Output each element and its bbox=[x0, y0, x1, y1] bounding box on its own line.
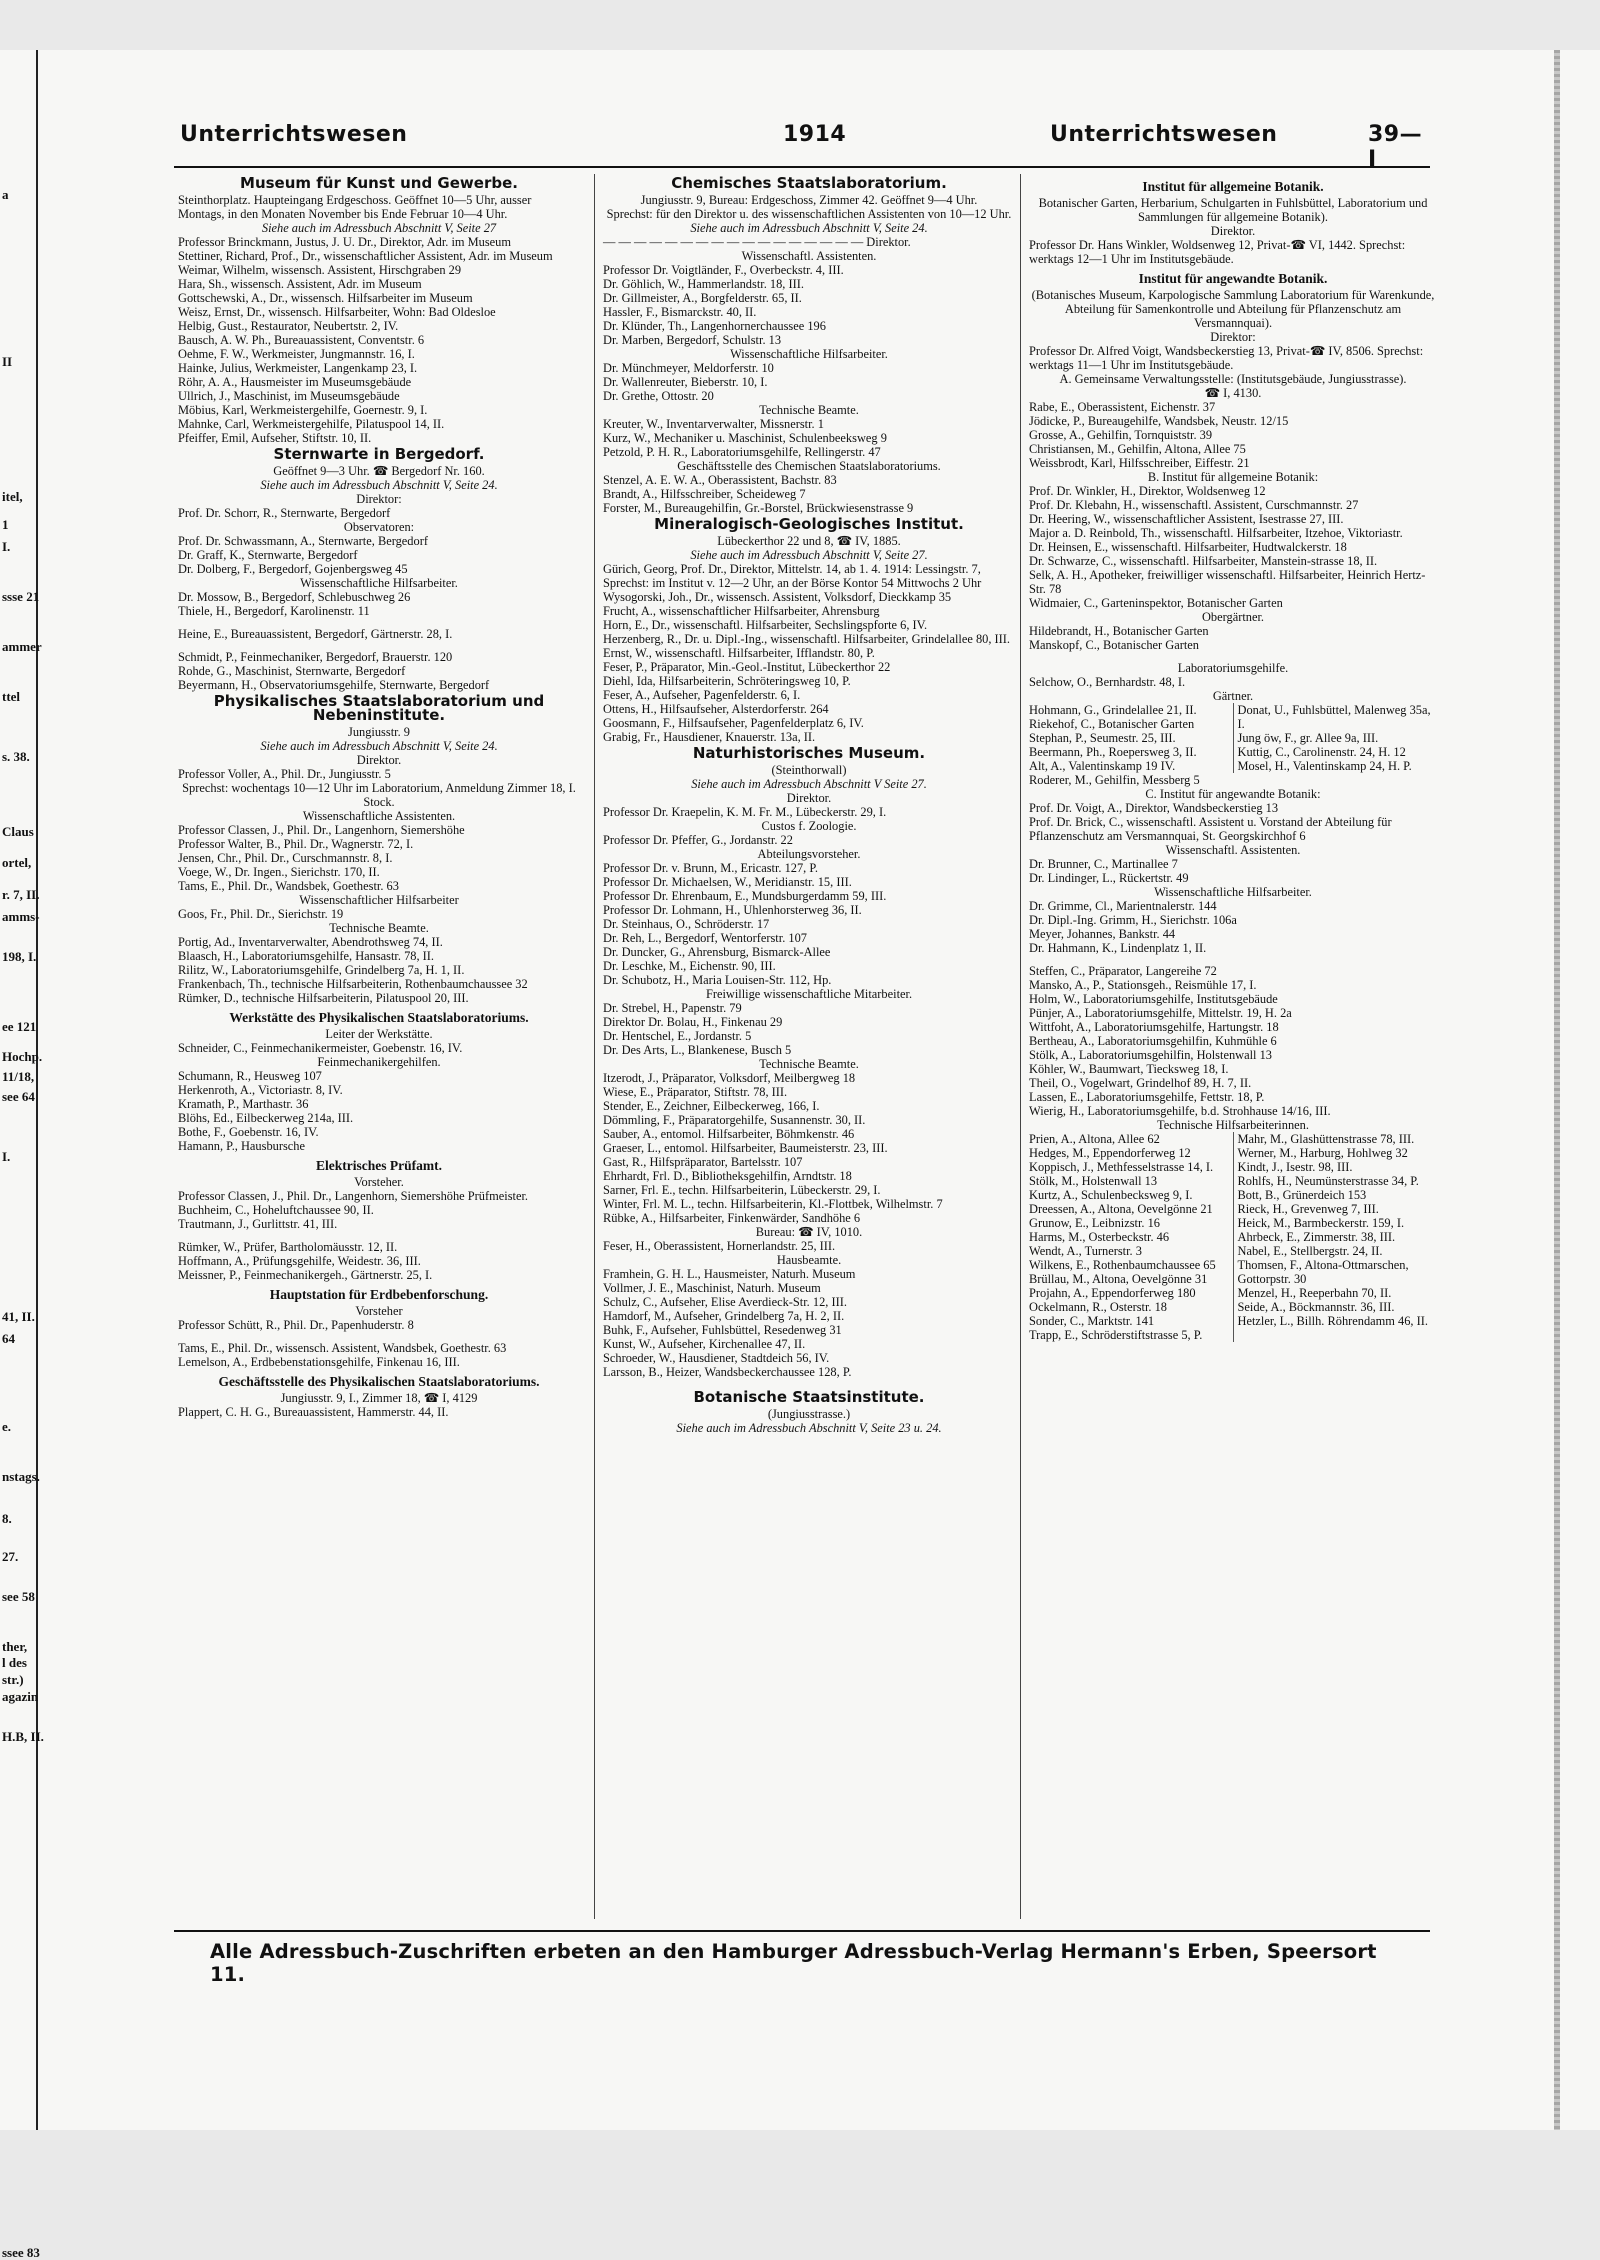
entry: Heine, E., Bureauassistent, Bergedorf, Gärtnerstr. 28, I. bbox=[178, 627, 453, 641]
centered-line: Obergärtner. bbox=[1201, 610, 1265, 624]
spacer bbox=[178, 1332, 580, 1341]
entry: Hamann, P., Hausbursche bbox=[178, 1139, 305, 1153]
entry: Hamdorf, M., Aufseher, Grindelberg 7a, H. 2, II. bbox=[603, 1309, 845, 1323]
centered-line: Freiwillige wissenschaftliche Mitarbeiter. bbox=[705, 987, 913, 1001]
entry: Feser, H., Oberassistent, Hornerlandstr. 25, III. bbox=[603, 1239, 836, 1253]
entry: Dr. Göhlich, W., Hammerlandstr. 18, III. bbox=[603, 277, 804, 291]
margin-fragment: I. bbox=[2, 1149, 11, 1164]
entry: Stölk, A., Laboratoriumsgehilfin, Holstenwall 13 bbox=[1029, 1048, 1272, 1062]
entry: Oehme, F. W., Werkmeister, Jungmannstr. 16, I. bbox=[178, 347, 415, 361]
margin-fragment: I. bbox=[2, 539, 11, 554]
entry: Petzold, P. H. R., Laboratoriumsgehilfe, Rellingerstr. 47 bbox=[603, 445, 881, 459]
entry: Rohde, G., Maschinist, Sternwarte, Bergedorf bbox=[178, 664, 406, 678]
entry: Dr. Münchmeyer, Meldorferstr. 10 bbox=[603, 361, 774, 375]
entry: Dr. Schubotz, H., Maria Louisen-Str. 112, Hp. bbox=[603, 973, 832, 987]
entry: Horn, E., Dr., wissenschaftl. Hilfsarbeiter, Sechslingspforte 6, IV. bbox=[603, 618, 928, 632]
centered-line: Leiter der Werkstätte. bbox=[325, 1027, 433, 1041]
centered-line: Bureau: ☎ IV, 1010. bbox=[755, 1225, 863, 1239]
entry: Goos, Fr., Phil. Dr., Sierichstr. 19 bbox=[178, 907, 344, 921]
entry: Dr. Dolberg, F., Bergedorf, Gojenbergsweg 45 bbox=[178, 562, 408, 576]
centered-line: Feinmechanikergehilfen. bbox=[317, 1055, 441, 1069]
sublist-right: Donat, U., Fuhlsbüttel, Malenweg 35a, I. Jung öw, F., gr. Allee 9a, III. Kuttig, C., Carolinenstr. 24, H. 12 Mosel, H., Valentinskamp 24, H. P. bbox=[1237, 703, 1431, 773]
subsection-heading: Institut für allgemeine Botanik. bbox=[1142, 179, 1324, 194]
entry: Gast, R., Hilfspräparator, Bartelsstr. 107 bbox=[603, 1155, 803, 1169]
centered-line: Technische Beamte. bbox=[759, 403, 859, 417]
entry: Dr. Lindinger, L., Rückertstr. 49 bbox=[1029, 871, 1189, 885]
year: 1914 bbox=[783, 122, 847, 147]
entry: Kurz, W., Mechaniker u. Maschinist, Schulenbeeksweg 9 bbox=[603, 431, 887, 445]
column-1 bbox=[178, 174, 580, 1419]
entry: Stettiner, Richard, Prof., Dr., wissenschaftlicher Assistent, Adr. im Museum bbox=[178, 249, 553, 263]
sublist-left: Hohmann, G., Grindelallee 21, II. Riekehof, C., Botanischer Garten Stephan, P., Seumestr. 25, III. Beermann, Ph., Roepersweg 3, II. Alt, A., Valentinskamp 19 IV. bbox=[1029, 703, 1234, 773]
margin-fragment: see 64 bbox=[2, 1089, 35, 1104]
entry: Ehrhardt, Frl. D., Bibliotheksgehilfin, Arndtstr. 18 bbox=[603, 1169, 852, 1183]
entry: Sarner, Frl. E., techn. Hilfsarbeiterin, Lübeckerstr. 29, I. bbox=[603, 1183, 881, 1197]
column-2 bbox=[594, 174, 1015, 1919]
entry: Dr. Grethe, Ottostr. 20 bbox=[603, 389, 714, 403]
entry: Thiele, H., Bergedorf, Karolinenstr. 11 bbox=[178, 604, 370, 618]
cross-reference: Siehe auch im Adressbuch Abschnitt V, Seite 27. bbox=[690, 548, 928, 562]
entry: Tams, E., Phil. Dr., Wandsbek, Goethestr. 63 bbox=[178, 879, 399, 893]
margin-fragment: str.) bbox=[2, 1672, 24, 1687]
centered-line: A. Gemeinsame Verwaltungsstelle: (Institutsgebäude, Jungiusstrasse). bbox=[1059, 372, 1407, 386]
margin-fragment: II bbox=[2, 354, 13, 369]
centered-line: Sprechst: wochentags 10—12 Uhr im Laboratorium, Anmeldung Zimmer 18, I. Stock. bbox=[182, 781, 576, 809]
entry: Hassler, F., Bismarckstr. 40, II. bbox=[603, 305, 757, 319]
entry: Prof. Dr. Voigt, A., Direktor, Wandsbeckerstieg 13 bbox=[1029, 801, 1279, 815]
entry: Weimar, Wilhelm, wissensch. Assistent, Hirschgraben 29 bbox=[178, 263, 462, 277]
entry: Blaasch, H., Laboratoriumsgehilfe, Hansastr. 78, II. bbox=[178, 949, 435, 963]
entry: Tams, E., Phil. Dr., wissensch. Assistent, Wandsbek, Goethestr. 63 bbox=[178, 1341, 507, 1355]
entry: Professor Voller, A., Phil. Dr., Jungiusstr. 5 bbox=[178, 767, 391, 781]
entry: Prof. Dr. Schwassmann, A., Sternwarte, Bergedorf bbox=[178, 534, 428, 548]
entry: Selk, A. H., Apotheker, freiwilliger wissenschaftl. Hilfsarbeiter, Heinrich Hertz-Str. 78 bbox=[1029, 568, 1426, 596]
centered-line: Wissenschaftliche Hilfsarbeiter. bbox=[730, 347, 888, 361]
centered-line: Technische Beamte. bbox=[329, 921, 429, 935]
subsection-heading: Elektrisches Prüfamt. bbox=[316, 1158, 442, 1173]
entry: Feser, A., Aufseher, Pagenfelderstr. 6, I. bbox=[603, 688, 801, 702]
spacer bbox=[178, 618, 580, 627]
centered-line: Hausbeamte. bbox=[776, 1253, 842, 1267]
entry: Schmidt, P., Feinmechaniker, Bergedorf, Brauerstr. 120 bbox=[178, 650, 453, 664]
subsection-heading: Werkstätte des Physikalischen Staatslaboratoriums. bbox=[229, 1010, 529, 1025]
entry: Dr. Mossow, B., Bergedorf, Schlebuschweg 26 bbox=[178, 590, 411, 604]
entry: Winter, Frl. M. L., techn. Hilfsarbeiterin, Kl.-Flottbek, Wilhelmstr. 7 bbox=[603, 1197, 943, 1211]
centered-line: Observatoren: bbox=[343, 520, 415, 534]
section-heading: Chemisches Staatslaboratorium. bbox=[671, 174, 947, 192]
entry: Grabig, Fr., Hausdiener, Knauerstr. 13a, II. bbox=[603, 730, 816, 744]
margin-fragment: ther, bbox=[2, 1639, 28, 1654]
entry: Feser, P., Präparator, Min.-Geol.-Institut, Lübeckerthor 22 bbox=[603, 660, 891, 674]
subsection-heading: Institut für angewandte Botanik. bbox=[1138, 271, 1328, 286]
entry: Hildebrandt, H., Botanischer Garten bbox=[1029, 624, 1209, 638]
entry: Roderer, M., Gehilfin, Messberg 5 bbox=[1029, 773, 1200, 787]
entry: Dr. Gillmeister, A., Borgfelderstr. 65, II. bbox=[603, 291, 802, 305]
entry: Schulz, C., Aufseher, Elise Averdieck-Str. 12, III. bbox=[603, 1295, 847, 1309]
entry: Köhler, W., Baumwart, Tiecksweg 18, I. bbox=[1029, 1062, 1229, 1076]
centered-line: Wissenschaftl. Assistenten. bbox=[741, 249, 877, 263]
spacer bbox=[1029, 955, 1437, 964]
margin-fragment: ortel, bbox=[2, 855, 32, 870]
entry: Goosmann, F., Hilfsaufseher, Pagenfelderplatz 6, IV. bbox=[603, 716, 864, 730]
centered-line: (Jungiusstrasse.) bbox=[767, 1407, 851, 1421]
entry: Ottens, H., Hilfsaufseher, Alsterdorferstr. 264 bbox=[603, 702, 829, 716]
entry: Pfeiffer, Emil, Aufseher, Stiftstr. 10, II. bbox=[178, 431, 372, 445]
centered-line: Wissenschaftliche Hilfsarbeiter. bbox=[1154, 885, 1312, 899]
entry: Dr. Klünder, Th., Langenhornerchaussee 196 bbox=[603, 319, 826, 333]
centered-line: Jungiusstr. 9, I., Zimmer 18, ☎ I, 4129 bbox=[280, 1391, 478, 1405]
entry: Rümker, W., Prüfer, Bartholomäusstr. 12, II. bbox=[178, 1240, 398, 1254]
entry: Brandt, A., Hilfsschreiber, Scheideweg 7 bbox=[603, 487, 806, 501]
entry: Mahnke, Carl, Werkmeistergehilfe, Pilatuspool 14, II. bbox=[178, 417, 445, 431]
centered-line: Technische Hilfsarbeiterinnen. bbox=[1157, 1118, 1309, 1132]
two-column-list bbox=[1029, 703, 1437, 773]
entry: Dr. Grimme, Cl., Marientnalerstr. 144 bbox=[1029, 899, 1217, 913]
entry: Professor Dr. Kraepelin, K. M. Fr. M., Lübeckerstr. 29, I. bbox=[603, 805, 887, 819]
sublist-left: Prien, A., Altona, Allee 62 Hedges, M., Eppendorferweg 12 Koppisch, J., Methfesselstrasse 14, I. Stölk, M., Holstenwall 13 Kurtz, A., Schulenbecksweg 9, I. Dreessen, A., Altona, Oevelgönne 21 Grunow, E., Leibnizstr. 16 Harms, M., Osterbeckstr. 46 Wendt, A., Turnerstr. 3 Wilkens, E., Rothenbaumchaussee 65 Brüllau, M., Altona, Oevelgönne 31 Projahn, A., Eppendorferweg 180 Ockelmann, R., Osterstr. 18 Sonder, C., Marktstr. 141 Trapp, E., Schröderstiftstrasse 5, P. bbox=[1029, 1132, 1234, 1342]
margin-fragment: r. 7, II. bbox=[2, 887, 40, 902]
entry: Herkenroth, A., Victoriastr. 8, IV. bbox=[178, 1083, 343, 1097]
centered-line: Geöffnet 9—3 Uhr. ☎ Bergedorf Nr. 160. bbox=[273, 464, 485, 478]
margin-fragment: 27. bbox=[2, 1549, 19, 1564]
entry: Trautmann, J., Gurlittstr. 41, III. bbox=[178, 1217, 338, 1231]
entry: Voege, W., Dr. Ingen., Sierichstr. 170, II. bbox=[178, 865, 380, 879]
entry: Pünjer, A., Laboratoriumsgehilfe, Mittelstr. 19, H. 2a bbox=[1029, 1006, 1292, 1020]
entry: Mansko, A., P., Stationsgeh., Reismühle 17, I. bbox=[1029, 978, 1257, 992]
entry: Dr. Steinhaus, O., Schröderstr. 17 bbox=[603, 917, 770, 931]
page-number: 39—I bbox=[1368, 122, 1423, 172]
entry: Dr. Brunner, C., Martinallee 7 bbox=[1029, 857, 1178, 871]
entry: Dr. Leschke, M., Eichenstr. 90, III. bbox=[603, 959, 776, 973]
entry: Itzerodt, J., Präparator, Volksdorf, Meilbergweg 18 bbox=[603, 1071, 856, 1085]
entry: Professor Classen, J., Phil. Dr., Langenhorn, Siemershöhe Prüfmeister. bbox=[178, 1189, 528, 1203]
margin-fragment: nstags. bbox=[2, 1469, 40, 1484]
entry: Schumann, R., Heusweg 107 bbox=[178, 1069, 322, 1083]
centered-line: Vorsteher. bbox=[354, 1175, 404, 1189]
margin-fragment: ttel bbox=[2, 689, 21, 704]
entry: Dömmling, F., Präparatorgehilfe, Susannenstr. 30, II. bbox=[603, 1113, 866, 1127]
centered-line: C. Institut für angewandte Botanik: bbox=[1145, 787, 1321, 801]
margin-fragment: l des bbox=[2, 1655, 27, 1670]
spacer bbox=[1029, 652, 1437, 661]
entry: Weissbrodt, Karl, Hilfsschreiber, Eiffestr. 21 bbox=[1029, 456, 1250, 470]
centered-line: Jungiusstr. 9 bbox=[348, 725, 410, 739]
entry: Professor Dr. v. Brunn, M., Ericastr. 127, P. bbox=[603, 861, 818, 875]
centered-line: Technische Beamte. bbox=[759, 1057, 859, 1071]
centered-line: Wissenschaftliche Hilfsarbeiter. bbox=[300, 576, 458, 590]
entry: Wierig, H., Laboratoriumsgehilfe, b.d. Strohhause 14/16, III. bbox=[1029, 1104, 1331, 1118]
centered-line: ☎ I, 4130. bbox=[1204, 386, 1262, 400]
entry: Jensen, Chr., Phil. Dr., Curschmannstr. 8, I. bbox=[178, 851, 393, 865]
margin-fragment: e. bbox=[2, 1419, 12, 1434]
margin-fragment: a bbox=[2, 187, 9, 202]
centered-line: Jungiusstr. 9, Bureau: Erdgeschoss, Zimmer 42. Geöffnet 9—4 Uhr. bbox=[640, 193, 978, 207]
entry: Professor Dr. Ehrenbaum, E., Mundsburgerdamm 59, III. bbox=[603, 889, 887, 903]
margin-fragment: Hochp. bbox=[2, 1049, 43, 1064]
spacer bbox=[178, 641, 580, 650]
entry: Professor Dr. Voigtländer, F., Overbeckstr. 4, III. bbox=[603, 263, 844, 277]
entry: Prof. Dr. Winkler, H., Direktor, Woldsenweg 12 bbox=[1029, 484, 1266, 498]
two-column-list bbox=[1029, 1132, 1437, 1342]
section-heading: Botanische Staatsinstitute. bbox=[693, 1388, 925, 1406]
entry: Graeser, L., entomol. Hilfsarbeiter, Baumeisterstr. 23, III. bbox=[603, 1141, 888, 1155]
cross-reference: Siehe auch im Adressbuch Abschnitt V, Seite 24. bbox=[260, 739, 498, 753]
margin-fragment: itel, bbox=[2, 489, 23, 504]
margin-fragment: H.B, II. bbox=[2, 1729, 44, 1744]
margin-fragment: Claus bbox=[2, 824, 34, 839]
entry: Professor Dr. Hans Winkler, Woldsenweg 12, Privat-☎ VI, 1442. Sprechst: werktags 12—1 Uhr im Institutsgebäude. bbox=[1029, 238, 1406, 266]
section-heading: Physikalisches Staatslaboratorium und Nebeninstitute. bbox=[213, 692, 545, 724]
right-page-edge bbox=[1554, 50, 1560, 2130]
sublist-right: Mahr, M., Glashüttenstrasse 78, III. Werner, M., Harburg, Hohlweg 32 Kindt, J., Isestr. 98, III. Rohlfs, H., Neumünsterstrasse 34, P. Bott, B., Grünerdeich 153 Rieck, H., Grevenweg 7, III. Heick, M., Barmbeckerstr. 159, I. Ahrbeck, E., Zimmerstr. 38, III. Nabel, E., Stellbergstr. 24, II. Thomsen, F., Altona-Ottmarschen, Gottorpstr. 30 Menzel, H., Reeperbahn 70, II. Seide, A., Böckmannstr. 36, III. Hetzler, L., Billh. Röhrendamm 46, II. bbox=[1237, 1132, 1428, 1328]
entry: Gürich, Georg, Prof. Dr., Direktor, Mittelstr. 14, ab 1. 4. 1914: Lessingstr. 7, Sprechst: im Institut v. 12—2 Uhr, an der Börse Kontor 54 Mittwochs 2 Uhr bbox=[603, 562, 982, 590]
entry: Rilitz, W., Laboratoriumsgehilfe, Grindelberg 7a, H. 1, II. bbox=[178, 963, 465, 977]
entry: Rübke, A., Hilfsarbeiter, Finkenwärder, Sandhöhe 6 bbox=[603, 1211, 861, 1225]
entry: Professor Classen, J., Phil. Dr., Langenhorn, Siemershöhe bbox=[178, 823, 465, 837]
right-running-head: Unterrichtswesen bbox=[1050, 122, 1278, 147]
entry: Dr. Duncker, G., Ahrensburg, Bismarck-Allee bbox=[603, 945, 831, 959]
entry: Dr. Hahmann, K., Lindenplatz 1, II. bbox=[1029, 941, 1207, 955]
centered-line: Wissenschaftlicher Hilfsarbeiter bbox=[299, 893, 459, 907]
column-3 bbox=[1020, 174, 1437, 1919]
margin-fragment: 11/18, bbox=[2, 1069, 35, 1084]
margin-fragment: 8. bbox=[2, 1511, 12, 1526]
entry: Major a. D. Reinbold, Th., wissenschaftl. Hilfsarbeiter, Itzehoe, Viktoriastr. bbox=[1029, 526, 1403, 540]
centered-line: Custos f. Zoologie. bbox=[761, 819, 857, 833]
entry: Prof. Dr. Brick, C., wissenschaftl. Assistent u. Vorstand der Abteilung für Pflanzenschutz am Versmannquai, St. Georgskirchhof 6 bbox=[1029, 815, 1392, 843]
entry: Professor Dr. Alfred Voigt, Wandsbeckerstieg 13, Privat-☎ IV, 8506. Sprechst: werktags 11—1 Uhr im Institutsgebäude. bbox=[1029, 344, 1424, 372]
entry: Forster, M., Bureaugehilfin, Gr.-Borstel, Brückwiesenstrasse 9 bbox=[603, 501, 914, 515]
centered-line: (Botanisches Museum, Karpologische Sammlung Laboratorium für Warenkunde, Abteilung für Samenkontrolle und Abteilung für Pflanzenschutz am Versmannquai). bbox=[1031, 288, 1435, 330]
entry: Plappert, C. H. G., Bureauassistent, Hammerstr. 44, II. bbox=[178, 1405, 449, 1419]
spacer bbox=[178, 1231, 580, 1240]
entry: Wittfoht, A., Laboratoriumsgehilfe, Hartungstr. 18 bbox=[1029, 1020, 1279, 1034]
entry: Wysogorski, Joh., Dr., wissensch. Assistent, Volksdorf, Dieckkamp 35 bbox=[603, 590, 952, 604]
margin-fragment: 41, II. bbox=[2, 1309, 35, 1324]
entry: Dr. Wallenreuter, Bieberstr. 10, I. bbox=[603, 375, 768, 389]
entry: Meissner, P., Feinmechanikergeh., Gärtnerstr. 25, I. bbox=[178, 1268, 433, 1282]
entry: Rümker, D., technische Hilfsarbeiterin, Pilatuspool 20, III. bbox=[178, 991, 469, 1005]
entry: Dr. Des Arts, L., Blankenese, Busch 5 bbox=[603, 1043, 792, 1057]
centered-line: Geschäftsstelle des Chemischen Staatslaboratoriums. bbox=[677, 459, 941, 473]
centered-line: Lübeckerthor 22 und 8, ☎ IV, 1885. bbox=[717, 534, 901, 548]
entry: Ernst, W., wissenschaftl. Hilfsarbeiter, Ifflandstr. 80, P. bbox=[603, 646, 875, 660]
margin-fragment: see 58 bbox=[2, 1589, 35, 1604]
entry: Theil, O., Vogelwart, Grindelhof 89, H. 7, II. bbox=[1029, 1076, 1252, 1090]
entry: Schroeder, W., Hausdiener, Stadtdeich 56, IV. bbox=[603, 1351, 830, 1365]
entry: Rabe, E., Oberassistent, Eichenstr. 37 bbox=[1029, 400, 1216, 414]
margin-fragment: ssse 21 bbox=[2, 589, 40, 604]
entry: Prof. Dr. Klebahn, H., wissenschaftl. Assistent, Curschmannstr. 27 bbox=[1029, 498, 1359, 512]
centered-line: B. Institut für allgemeine Botanik: bbox=[1147, 470, 1319, 484]
entry: Dr. Strebel, H., Papenstr. 79 bbox=[603, 1001, 742, 1015]
entry: Portig, Ad., Inventarverwalter, Abendrothsweg 74, II. bbox=[178, 935, 443, 949]
cross-reference: Siehe auch im Adressbuch Abschnitt V, Seite 27 bbox=[261, 221, 497, 235]
entry: Gottschewski, A., Dr., wissensch. Hilfsarbeiter im Museum bbox=[178, 291, 473, 305]
centered-line: Direktor. bbox=[356, 753, 402, 767]
entry: Dr. Graff, K., Sternwarte, Bergedorf bbox=[178, 548, 358, 562]
centered-line: Wissenschaftliche Assistenten. bbox=[302, 809, 456, 823]
entry: Lemelson, A., Erdbebenstationsgehilfe, Finkenau 16, III. bbox=[178, 1355, 460, 1369]
entry: Direktor Dr. Bolau, H., Finkenau 29 bbox=[603, 1015, 783, 1029]
entry: Hara, Sh., wissensch. Assistent, Adr. im Museum bbox=[178, 277, 422, 291]
entry: Selchow, O., Bernhardstr. 48, I. bbox=[1029, 675, 1186, 689]
centered-line: Vorsteher bbox=[355, 1304, 403, 1318]
cross-reference: Siehe auch im Adressbuch Abschnitt V, Seite 23 u. 24. bbox=[676, 1421, 942, 1435]
entry: Weisz, Ernst, Dr., wissensch. Hilfsarbeiter, Wohn: Bad Oldesloe bbox=[178, 305, 496, 319]
entry: Professor Brinckmann, Justus, J. U. Dr., Direktor, Adr. im Museum bbox=[178, 235, 512, 249]
entry: Stenzel, A. E. W. A., Oberassistent, Bachstr. 83 bbox=[603, 473, 837, 487]
entry: Jödicke, P., Bureaugehilfe, Wandsbek, Neustr. 12/15 bbox=[1029, 414, 1289, 428]
entry: Framhein, G. H. L., Hausmeister, Naturh. Museum bbox=[603, 1267, 856, 1281]
content-frame bbox=[174, 166, 1435, 1932]
cross-reference: Siehe auch im Adressbuch Abschnitt V, Seite 24. bbox=[690, 221, 928, 235]
entry: Bertheau, A., Laboratoriumsgehilfin, Kuhmühle 6 bbox=[1029, 1034, 1277, 1048]
entry: Hoffmann, A., Prüfungsgehilfe, Weidestr. 36, III. bbox=[178, 1254, 421, 1268]
section-heading: Naturhistorisches Museum. bbox=[692, 744, 926, 762]
subsection-heading: Hauptstation für Erdbebenforschung. bbox=[269, 1287, 489, 1302]
section-heading: Mineralogisch-Geologisches Institut. bbox=[654, 515, 964, 533]
section-heading: Museum für Kunst und Gewerbe. bbox=[240, 174, 518, 192]
entry: Dr. Dipl.-Ing. Grimm, H., Sierichstr. 106a bbox=[1029, 913, 1237, 927]
entry: Dr. Schwarze, C., wissenschaftl. Hilfsarbeiter, Manstein-strasse 18, II. bbox=[1029, 554, 1378, 568]
entry: Christiansen, M., Gehilfin, Altona, Allee 75 bbox=[1029, 442, 1246, 456]
margin-fragment: ee 121 bbox=[2, 1019, 37, 1034]
entry: Meyer, Johannes, Bankstr. 44 bbox=[1029, 927, 1176, 941]
centered-line: (Steinthorwall) bbox=[771, 763, 847, 777]
footer-notice: Alle Adressbuch-Zuschriften erbeten an den Hamburger Adressbuch-Verlag Hermann's Erben, Speersort 11. bbox=[210, 1940, 1377, 1986]
margin-fragment: agazin bbox=[2, 1689, 39, 1704]
running-header bbox=[180, 122, 1428, 172]
entry: Dr. Marben, Bergedorf, Schulstr. 13 bbox=[603, 333, 782, 347]
entry: Ullrich, J., Maschinist, im Museumsgebäude bbox=[178, 389, 400, 403]
entry: Wiese, E., Präparator, Stiftstr. 78, III. bbox=[603, 1085, 788, 1099]
entry: Buchheim, C., Hoheluftchaussee 90, II. bbox=[178, 1203, 374, 1217]
entry: Lassen, E., Laboratoriumsgehilfe, Fettstr. 18, P. bbox=[1029, 1090, 1265, 1104]
entry: Professor Dr. Pfeffer, G., Jordanstr. 22 bbox=[603, 833, 793, 847]
entry: Professor Walter, B., Phil. Dr., Wagnerstr. 72, I. bbox=[178, 837, 414, 851]
centered-line: Laboratoriumsgehilfe. bbox=[1177, 661, 1289, 675]
entry: Frankenbach, Th., technische Hilfsarbeiterin, Rothenbaumchaussee 32 bbox=[178, 977, 528, 991]
entry: Frucht, A., wissenschaftlicher Hilfsarbeiter, Ahrensburg bbox=[603, 604, 880, 618]
left-running-head: Unterrichtswesen bbox=[180, 122, 408, 147]
cross-reference: Siehe auch im Adressbuch Abschnitt V Seite 27. bbox=[691, 777, 927, 791]
entry: Professor Schütt, R., Phil. Dr., Papenhuderstr. 8 bbox=[178, 1318, 414, 1332]
entry: — — — — — — — — — — — — — — — — — Direktor. bbox=[603, 235, 911, 249]
section-heading: Sternwarte in Bergedorf. bbox=[273, 445, 485, 463]
centered-line: Botanischer Garten, Herbarium, Schulgarten in Fuhlsbüttel, Laboratorium und Sammlungen für allgemeine Botanik). bbox=[1038, 196, 1428, 224]
entry: Prof. Dr. Schorr, R., Sternwarte, Bergedorf bbox=[178, 506, 391, 520]
centered-line: Direktor: bbox=[356, 492, 402, 506]
entry: Blöhs, Ed., Eilbeckerweg 214a, III. bbox=[178, 1111, 354, 1125]
margin-fragment: 1 bbox=[2, 517, 9, 532]
entry: Hainke, Julius, Werkmeister, Langenkamp 23, I. bbox=[178, 361, 418, 375]
entry: Schneider, C., Feinmechanikermeister, Goebenstr. 16, IV. bbox=[178, 1041, 463, 1055]
margin-fragment: ssee 83 bbox=[2, 2245, 40, 2260]
entry: Widmaier, C., Garteninspektor, Botanischer Garten bbox=[1029, 596, 1283, 610]
entry: Möbius, Karl, Werkmeistergehilfe, Goernestr. 9, I. bbox=[178, 403, 428, 417]
entry: Dr. Hentschel, E., Jordanstr. 5 bbox=[603, 1029, 752, 1043]
centered-line: Wissenschaftl. Assistenten. bbox=[1165, 843, 1301, 857]
entry: Kreuter, W., Inventarverwalter, Missnerstr. 1 bbox=[603, 417, 824, 431]
left-margin-strip bbox=[0, 50, 44, 2260]
centered-line: Gärtner. bbox=[1212, 689, 1254, 703]
entry: Dr. Heinsen, E., wissenschaftl. Hilfsarbeiter, Hudtwalckerstr. 18 bbox=[1029, 540, 1347, 554]
entry: Bothe, F., Goebenstr. 16, IV. bbox=[178, 1125, 319, 1139]
entry: Dr. Heering, W., wissenschaftlicher Assistent, Isestrasse 27, III. bbox=[1029, 512, 1344, 526]
entry: Dr. Reh, L., Bergedorf, Wentorferstr. 107 bbox=[603, 931, 807, 945]
entry: Grosse, A., Gehilfin, Tornquiststr. 39 bbox=[1029, 428, 1213, 442]
margin-fragment: 198, I. bbox=[2, 949, 37, 964]
centered-line: Abteilungsvorsteher. bbox=[757, 847, 861, 861]
margin-fragment: ammer bbox=[2, 639, 42, 654]
entry: Steinthorplatz. Haupteingang Erdgeschoss. Geöffnet 10—5 Uhr, ausser Montags, in den Monaten November bis Ende Februar 10—4 Uhr. bbox=[178, 193, 532, 221]
entry: Vollmer, J. E., Maschinist, Naturh. Museum bbox=[603, 1281, 821, 1295]
entry: Bausch, A. W. Ph., Bureauassistent, Conventstr. 6 bbox=[178, 333, 425, 347]
entry: Stender, E., Zeichner, Eilbeckerweg, 166, I. bbox=[603, 1099, 820, 1113]
entry: Kunst, W., Aufseher, Kirchenallee 47, II. bbox=[603, 1337, 806, 1351]
entry: Holm, W., Laboratoriumsgehilfe, Institutsgebäude bbox=[1029, 992, 1278, 1006]
margin-fragment: amms- bbox=[2, 909, 40, 924]
centered-line: Direktor: bbox=[1210, 330, 1256, 344]
centered-line: Sprechst: für den Direktor u. des wissenschaftlichen Assistenten von 10—12 Uhr. bbox=[606, 207, 1012, 221]
entry: Herzenberg, R., Dr. u. Dipl.-Ing., wissenschaftl. Hilfsarbeiter, Grindelallee 80, III. bbox=[603, 632, 1011, 646]
centered-line: Direktor. bbox=[786, 791, 832, 805]
cross-reference: Siehe auch im Adressbuch Abschnitt V, Seite 24. bbox=[260, 478, 498, 492]
entry: Sauber, A., entomol. Hilfsarbeiter, Böhmkenstr. 46 bbox=[603, 1127, 855, 1141]
entry: Kramath, P., Marthastr. 36 bbox=[178, 1097, 309, 1111]
entry: Professor Dr. Michaelsen, W., Meridianstr. 15, III. bbox=[603, 875, 852, 889]
spacer bbox=[603, 1379, 1015, 1388]
margin-fragment: s. 38. bbox=[2, 749, 30, 764]
entry: Diehl, Ida, Hilfsarbeiterin, Schröteringsweg 10, P. bbox=[603, 674, 851, 688]
entry: Manskopf, C., Botanischer Garten bbox=[1029, 638, 1199, 652]
centered-line: Direktor. bbox=[1210, 224, 1256, 238]
entry: Buhk, F., Aufseher, Fuhlsbüttel, Resedenweg 31 bbox=[603, 1323, 842, 1337]
entry: Helbig, Gust., Restaurator, Neubertstr. 2, IV. bbox=[178, 319, 399, 333]
entry: Beyermann, H., Observatoriumsgehilfe, Sternwarte, Bergedorf bbox=[178, 678, 490, 692]
entry: Larsson, B., Heizer, Wandsbeckerchaussee 128, P. bbox=[603, 1365, 852, 1379]
margin-fragment: 64 bbox=[2, 1331, 15, 1346]
subsection-heading: Geschäftsstelle des Physikalischen Staatslaboratoriums. bbox=[218, 1374, 540, 1389]
entry: Professor Dr. Lohmann, H., Uhlenhorsterweg 36, II. bbox=[603, 903, 862, 917]
entry: Steffen, C., Präparator, Langereihe 72 bbox=[1029, 964, 1217, 978]
entry: Röhr, A. A., Hausmeister im Museumsgebäude bbox=[178, 375, 412, 389]
